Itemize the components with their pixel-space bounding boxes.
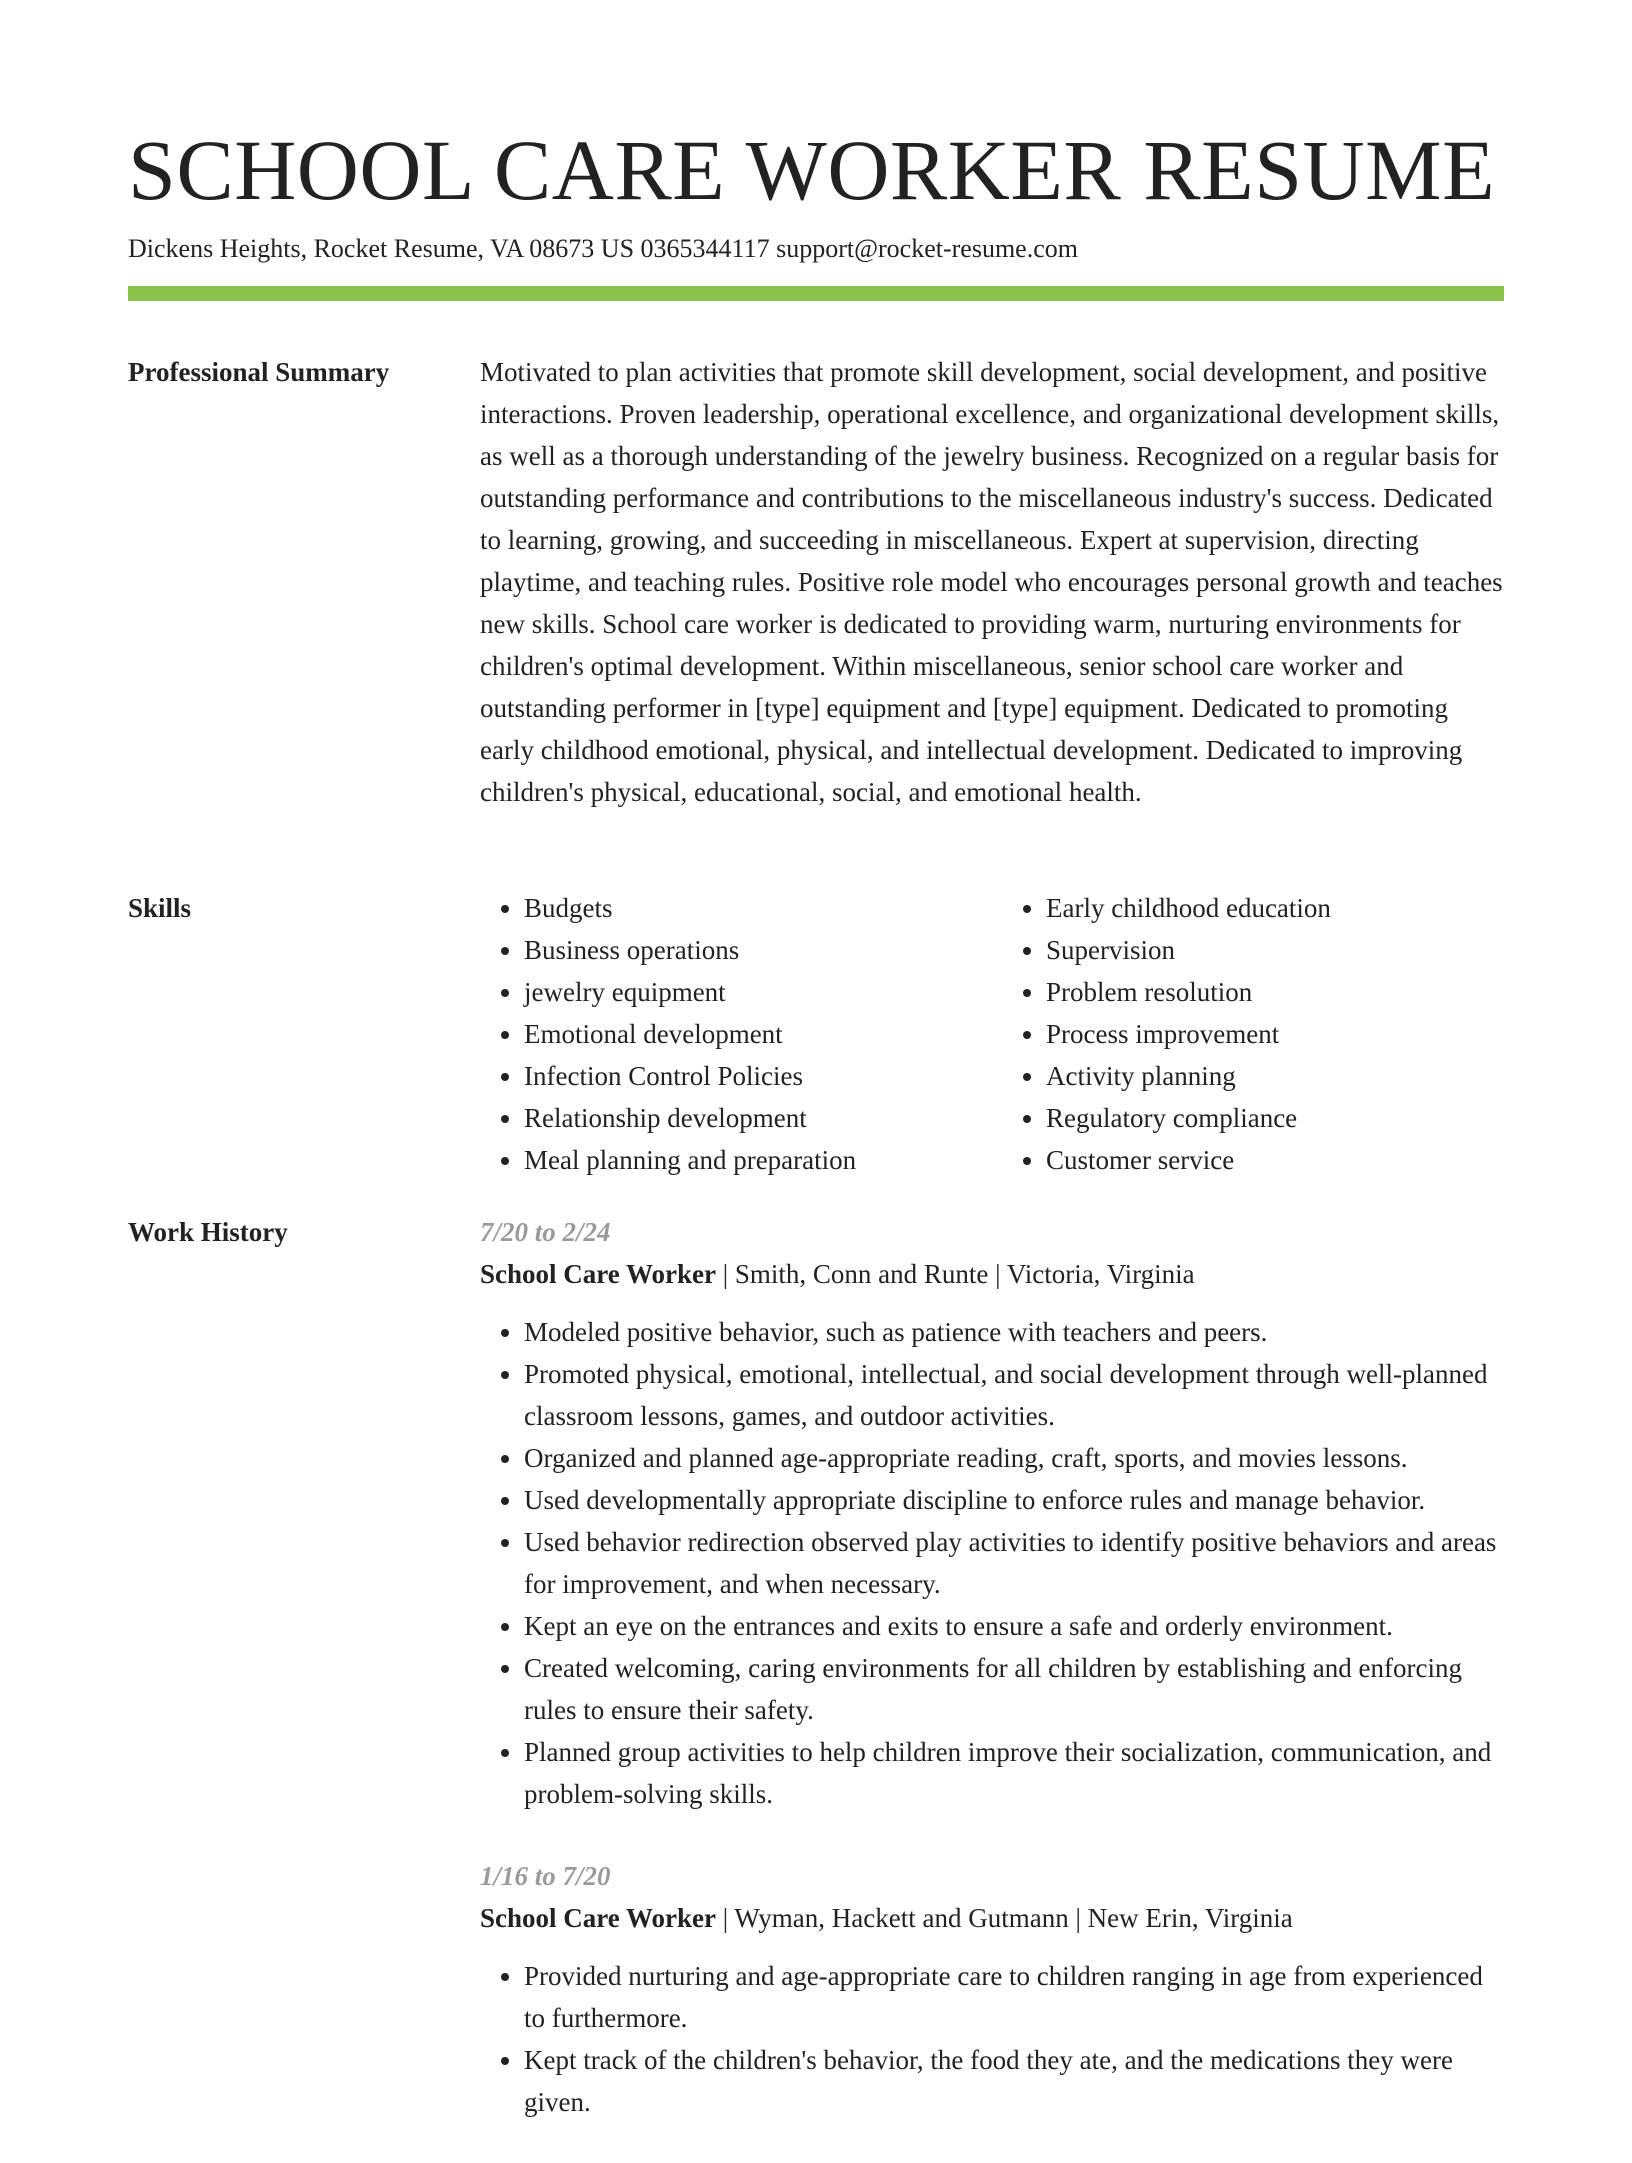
job-duty-item: • Kept track of the children's behavior, the food they ate, and the medications they were given. [524, 2039, 1504, 2123]
job-duty-item: • Used developmentally appropriate discipline to enforce rules and manage behavior. [524, 1479, 1504, 1521]
work-history-body [480, 1211, 1504, 2163]
skill-item: • Activity planning [1046, 1055, 1504, 1097]
job-company: Wyman, Hackett and Gutmann [734, 1903, 1069, 1933]
skills-body [480, 887, 1504, 1181]
job-location: New Erin, Virginia [1087, 1903, 1293, 1933]
skills-list-left [480, 887, 982, 1181]
skill-item: • Infection Control Policies [524, 1055, 982, 1097]
skill-item: • Emotional development [524, 1013, 982, 1055]
summary-heading: Professional Summary [128, 357, 390, 387]
job-duty-item: • Used behavior redirection observed play activities to identify positive behaviors and areas for improvement, and when necessary. [524, 1521, 1504, 1605]
skill-item: • Problem resolution [1046, 971, 1504, 1013]
skills-heading: Skills [128, 893, 192, 923]
contact-address: Dickens Heights, Rocket Resume, VA 08673 US [128, 234, 635, 263]
contact-email: support@rocket-resume.com [776, 234, 1078, 263]
resume-title: SCHOOL CARE WORKER RESUME [128, 122, 1496, 218]
skill-item: • Meal planning and preparation [524, 1139, 982, 1181]
skills-list-right [1002, 887, 1504, 1181]
job-duty-item: • Kept an eye on the entrances and exits to ensure a safe and orderly environment. [524, 1605, 1504, 1647]
job-heading-line: School Care Worker | Wyman, Hackett and Gutmann | New Erin, Virginia [480, 1903, 1293, 1933]
skill-item: • Regulatory compliance [1046, 1097, 1504, 1139]
job-title: School Care Worker [480, 1903, 716, 1933]
summary-body [480, 351, 1504, 813]
skill-item: • Customer service [1046, 1139, 1504, 1181]
job-location: Victoria, Virginia [1006, 1259, 1195, 1289]
job-company: Smith, Conn and Runte [734, 1259, 989, 1289]
job-duty-item: • Promoted physical, emotional, intellectual, and social development through well-planned classroom lessons, games, and outdoor activities. [524, 1353, 1504, 1437]
job-dates: 1/16 to 7/20 [480, 1861, 611, 1891]
summary-text: Motivated to plan activities that promote skill development, social development, and positive interactions. Proven leadership, operational excellence, and organizational development skills, as well as a thorough understanding of the jewelry business. Recognized on a regular basis for outstanding performance and contributions to the miscellaneous industry's success. Dedicated to learning, growing, and succeeding in miscellaneous. Expert at supervision, directing playtime, and teaching rules. Positive role model who encourages personal growth and teaches new skills. School care worker is dedicated to providing warm, nurturing environments for children's optimal development. Within miscellaneous, senior school care worker and outstanding performer in [type] equipment and [type] equipment. Dedicated to promoting early childhood emotional, physical, and intellectual development. Dedicated to improving children's physical, educational, social, and emotional health. [480, 357, 1503, 807]
skill-item: • jewelry equipment [524, 971, 982, 1013]
job-duty-item: • Provided nurturing and age-appropriate care to children ranging in age from experienced to furthermore. [524, 1955, 1504, 2039]
work-history-heading: Work History [128, 1217, 288, 1247]
job-duty-item: • Organized and planned age-appropriate reading, craft, sports, and movies lessons. [524, 1437, 1504, 1479]
contact-line [128, 232, 1078, 266]
job-duties-list [480, 1311, 1504, 1815]
job-duty-item: • Modeled positive behavior, such as patience with teachers and peers. [524, 1311, 1504, 1353]
job-entry [480, 1211, 1504, 1815]
skill-item: • Early childhood education [1046, 887, 1504, 929]
skill-item: • Relationship development [524, 1097, 982, 1139]
contact-phone: 0365344117 [640, 234, 770, 263]
job-duty-item: • Planned group activities to help children improve their socialization, communication, and problem-solving skills. [524, 1731, 1504, 1815]
skill-item: • Budgets [524, 887, 982, 929]
skill-item: • Supervision [1046, 929, 1504, 971]
job-duty-item: • Created welcoming, caring environments for all children by establishing and enforcing rules to ensure their safety. [524, 1647, 1504, 1731]
header-divider [128, 286, 1504, 301]
job-heading-line: School Care Worker | Smith, Conn and Runte | Victoria, Virginia [480, 1259, 1195, 1289]
job-entry [480, 1855, 1504, 2123]
job-title: School Care Worker [480, 1259, 716, 1289]
job-dates: 7/20 to 2/24 [480, 1217, 611, 1247]
job-duties-list [480, 1955, 1504, 2123]
skill-item: • Business operations [524, 929, 982, 971]
skill-item: • Process improvement [1046, 1013, 1504, 1055]
